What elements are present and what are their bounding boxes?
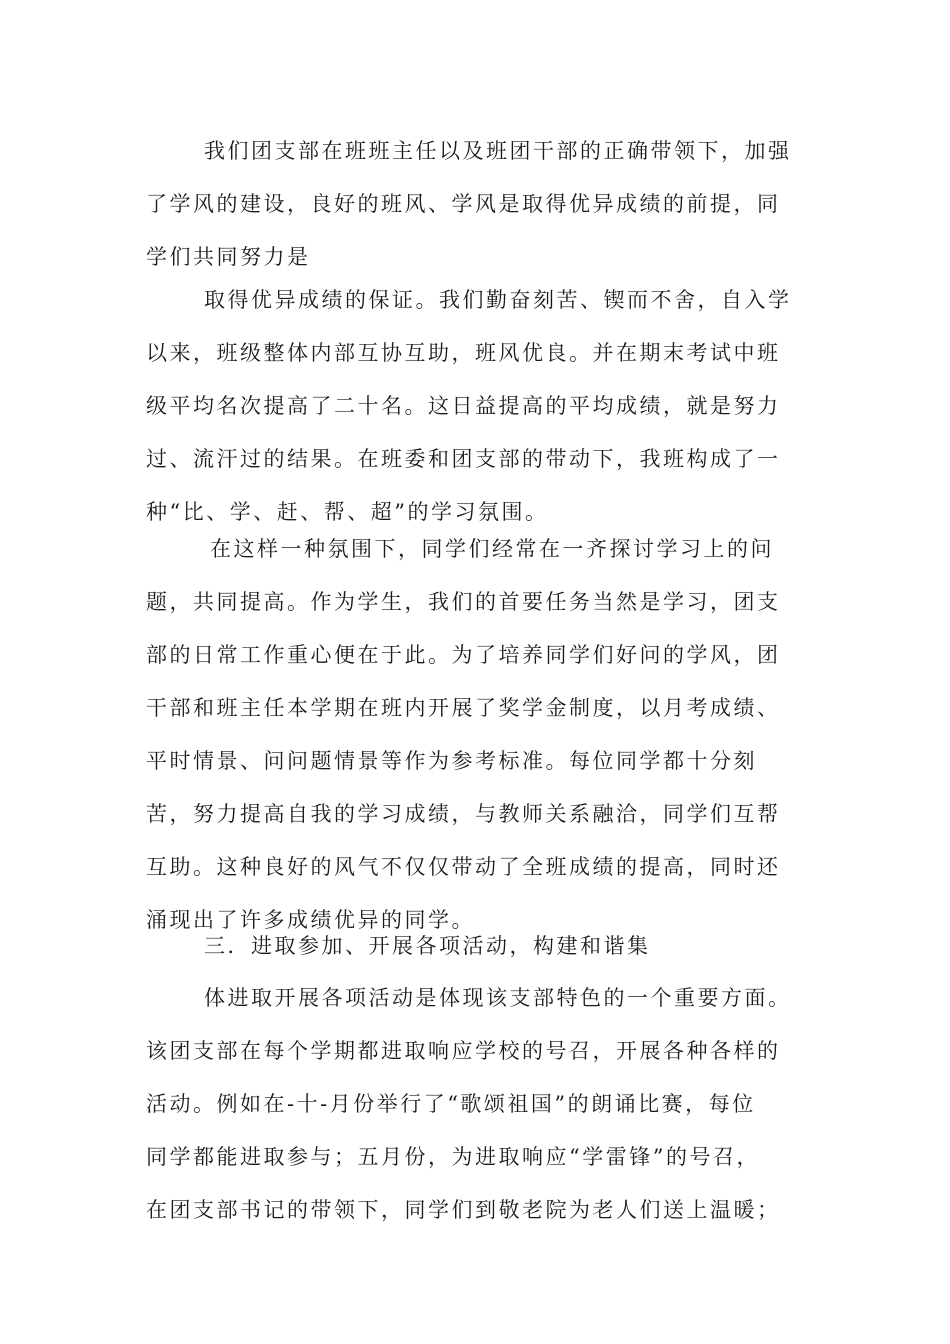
text-line: 取得优异成绩的保证。我们勤奋刻苦、锲而不舍，自入学 xyxy=(204,288,792,312)
text-line: 互助。这种良好的风气不仅仅带动了全班成绩的提高，同时还 xyxy=(146,855,781,879)
text-line: 体进取开展各项活动是体现该支部特色的一个重要方面。 xyxy=(204,986,792,1010)
text-line: 在团支部书记的带领下，同学们到敬老院为老人们送上温暖； xyxy=(146,1198,781,1222)
paragraph-1 xyxy=(146,125,806,284)
text-line: 苦，努力提高自我的学习成绩，与教师关系融洽，同学们互帮 xyxy=(146,802,781,826)
text-line: 以来，班级整体内部互协互助，班风优良。并在期末考试中班 xyxy=(146,341,781,365)
text-line: 平时情景、问问题情景等作为参考标准。每位同学都十分刻 xyxy=(146,749,757,773)
paragraph-4 xyxy=(146,972,806,1237)
paragraph-2 xyxy=(146,274,806,539)
section-heading xyxy=(146,920,806,973)
text-line: 了学风的建设，良好的班风、学风是取得优异成绩的前提，同 xyxy=(146,192,781,216)
text-line: 过、流汗过的结果。在班委和团支部的带动下，我班构成了一 xyxy=(146,447,781,471)
heading-line: 三．进取参加、开展各项活动，构建和谐集 xyxy=(204,934,651,958)
text-line: 级平均名次提高了二十名。这日益提高的平均成绩，就是努力 xyxy=(146,394,781,418)
text-line: 涌现出了许多成绩优异的同学。 xyxy=(146,908,475,932)
text-line: 我们团支部在班班主任以及班团干部的正确带领下，加强 xyxy=(204,139,792,163)
text-line: 题，共同提高。作为学生，我们的首要任务当然是学习，团支 xyxy=(146,590,781,614)
text-line: 同学都能进取参与；五月份，为进取响应“学雷锋”的号召， xyxy=(146,1145,760,1169)
text-line: 部的日常工作重心便在于此。为了培养同学们好问的学风，团 xyxy=(146,643,781,667)
text-line: 干部和班主任本学期在班内开展了奖学金制度，以月考成绩、 xyxy=(146,696,781,720)
paragraph-3 xyxy=(146,523,806,947)
text-line: 该团支部在每个学期都进取响应学校的号召，开展各种各样的 xyxy=(146,1039,781,1063)
text-line: 学们共同努力是 xyxy=(146,245,311,269)
text-line: 在这样一种氛围下，同学们经常在一齐探讨学习上的问 xyxy=(210,537,774,561)
text-line: 活动。例如在-十-月份举行了“歌颂祖国”的朗诵比赛，每位 xyxy=(146,1092,756,1116)
text-line: 种“比、学、赶、帮、超”的学习氛围。 xyxy=(146,500,549,524)
